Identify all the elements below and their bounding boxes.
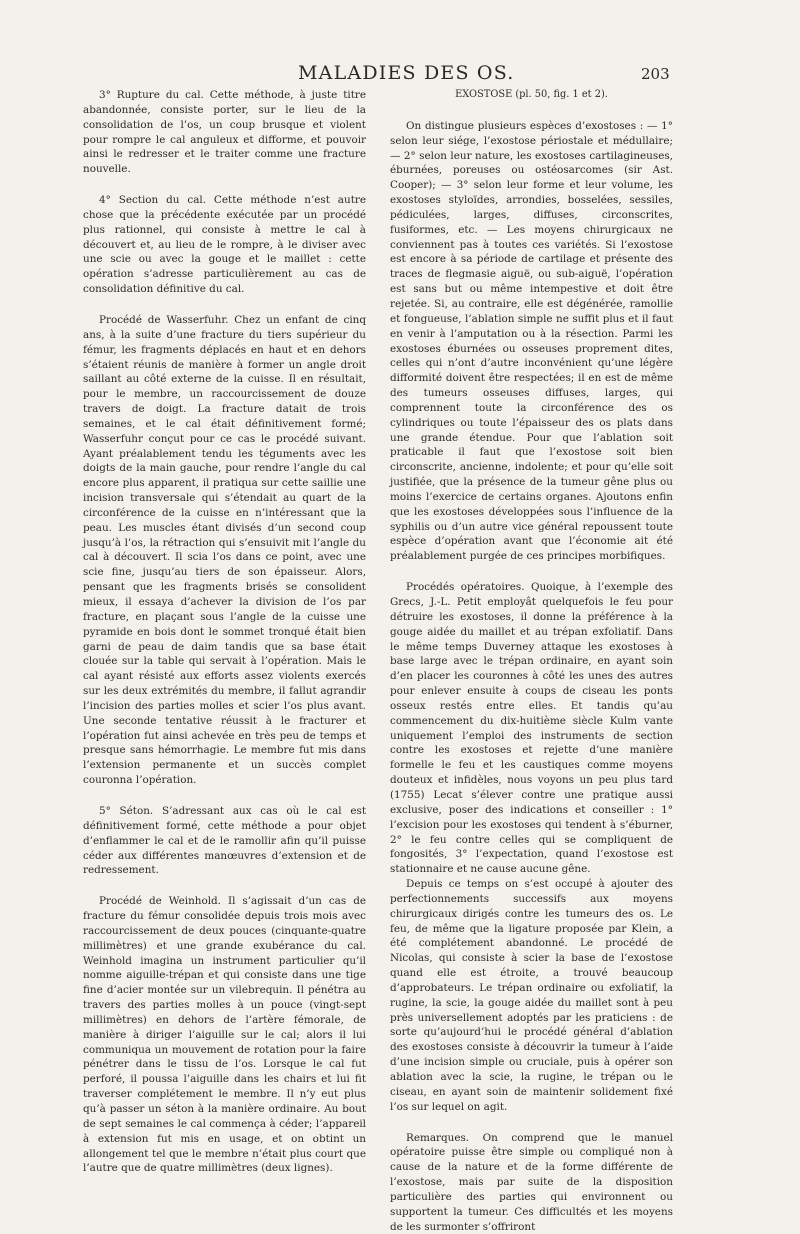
left-column [83, 88, 366, 1176]
paragraph-perfectionnements: Depuis ce temps on s’est occupé à ajouter des perfectionnements successifs aux moyens chirurgicaux dirigés contre les tumeurs des os. Le feu, de même que la ligature proposée par Klein, a été complétement abandonné. Le procédé de Nicolas, qui consiste à scier la base de l’exostose quand elle est étroite, a trouvé beaucoup d’approbateurs. Le trépan ordinaire ou exfoliatif, la rugine, la scie, la gouge aidée du maillet sont à peu près universellement adoptés par les praticiens : de sorte qu’aujourd’hui le procédé général d’ablation des exostoses consiste à découvrir la tumeur à l’aide d’une incision simple ou cruciale, puis à opérer son ablation avec la scie, la rugine, le trépan ou le ciseau, en ayant soin de maintenir solidement fixé l’os sur lequel on agit. [390, 878, 673, 1113]
right-column [390, 88, 673, 1234]
paragraph-remarques: Remarques. On comprend que le manuel opératoire puisse être simple ou compliqué non à cause de la nature et de la forme différente de l’exostose, mais par suite de la disposition particulière des parties qui environnent ou supportent la tumeur. Ces difficultés et les moyens de les surmonter s’offriront [390, 1131, 673, 1233]
paragraph-procedes-operatoires: Procédés opératoires. Quoique, à l’exemple des Grecs, J.-L. Petit employât quelquefois le feu pour détruire les exostoses, il donne la préférence à la gouge aidée du maillet et au trépan exfoliatif. Dans le même temps Duverney attaque les exostoses à base large avec le trépan ordinaire, en ayant soin d’en placer les couronnes à côté les unes des autres pour enlever ensuite à coups de ciseau les ponts osseux restés entre elles. Et tandis qu’au commencement du dix-huitième siècle Kulm vante uniquement l’emploi des instruments de section contre les exostoses et rejette d’une manière formelle le feu et les caustiques comme moyens douteux et infidèles, nous voyons un peu plus tard (1755) Lecat s’élever contre une pratique aussi exclusive, poser des indications et conseiller : 1° l’excision pour les exostoses qui tendent à s’éburner, 2° le feu contre celles qui se compliquent de fongosités, 3° l’expectation, quand l’exostose est stationnaire et ne cause aucune gêne. [390, 581, 673, 876]
section-heading-exostose: EXOSTOSE (pl. 50, fig. 1 et 2). [455, 89, 608, 100]
paragraph-especes-exostoses: On distingue plusieurs espèces d’exostoses : — 1° selon leur siége, l’exostose périostale et médullaire; — 2° selon leur nature, les exostoses cartilagineuses, éburnées, poreuses ou ostéosarcomes (sir Ast. Cooper); — 3° selon leur forme et leur volume, les exostoses styloïdes, arrondies, bosselées, sessiles, pédiculées, larges, diffuses, circonscrites, fusiformes, etc. — Les moyens chirurgicaux ne conviennent pas à toutes ces variétés. Si l’exostose est encore à sa période de cartilage et présente des traces de flegmasie aiguë, ou sub-aiguë, l’opération est sans but ou même intempestive et doit être rejetée. Si, au contraire, elle est dégénérée, ramollie et fongueuse, l’ablation simple ne suffit plus et il faut en venir à l’amputation ou à la résection. Parmi les exostoses éburnées ou osseuses proprement dites, celles qui n’ont d’autre inconvénient qu’une légère difformité doivent être respectées; il en est de même des tumeurs osseuses diffuses, larges, qui comprennent toute la circonférence des os cylindriques ou toute l’épaisseur des os plats dans une grande étendue. Pour que l’ablation soit praticable il faut que l’exostose soit bien circonscrite, ancienne, indolente; et pour qu’elle soit justifiée, que la présence de la tumeur gêne plus ou moins l’exercice de certains organes. Ajoutons enfin que les exostoses développées sous l’influence de la syphilis ou d’un autre vice général repoussent toute espèce d’opération avant que l’économie ait été préalablement purgée de ces principes morbifiques. [390, 119, 673, 563]
page-header [0, 62, 800, 84]
paragraph-section-du-cal: 4° Section du cal. Cette méthode n’est autre chose que la précédente exécutée par un procédé plus rationnel, qui consiste à mettre le cal à découvert et, au lieu de le rompre, à le diviser avec une scie ou avec la gouge et le maillet : cette opération s’adresse particulièrement au cas de consolidation définitive du cal. [83, 194, 366, 296]
paragraph-procede-wasserfuhr: Procédé de Wasserfuhr. Chez un enfant de cinq ans, à la suite d’une fracture du tiers supérieur du fémur, les fragments déplacés en haut et en dehors s’étaient réunis de manière à former un angle droit saillant au côté externe de la cuisse. Il en résultait, pour le membre, un raccourcissement de douze travers de doigt. La fracture datait de trois semaines, et le cal était définitivement formé; Wasserfuhr conçut pour ce cas le procédé suivant. Ayant préalablement tendu les téguments avec les doigts de la main gauche, pour rendre l’angle du cal encore plus apparent, il pratiqua sur cette saillie une incision transversale qui s’étendait au quart de la circonférence de la cuisse en n’intéressant que la peau. Les muscles étant divisés d’un second coup jusqu’à l’os, la rétraction qui s’ensuivit mit l’angle du cal à découvert. Il scia l’os dans ce point, avec une scie fine, jusqu’au tiers de son épaisseur. Alors, pensant que les fragments brisés se consolident mieux, il essaya d’achever la division de l’os par fracture, en plaçant sous l’angle de la cuisse une pyramide en bois dont le sommet tronqué était bien garni de peau de daim tandis que sa base était clouée sur la table qui servait à l’opération. Mais le cal ayant résisté aux efforts assez violents exercés sur les deux extrémités du membre, il fallut agrandir l’incision des parties molles et scier l’os plus avant. Une seconde tentative réussit à le fracturer et l’opération fut ainsi achevée en très peu de temps et presque sans hémorrhagie. Le membre fut mis dans l’extension permanente et un succès complet couronna l’opération. [83, 313, 366, 787]
paragraph-procede-weinhold: Procédé de Weinhold. Il s’agissait d’un cas de fracture du fémur consolidée depuis trois mois avec raccourcissement de deux pouces (cinquante-quatre millimètres) et une grande exubérance du cal. Weinhold imagina un instrument particulier qu’il nomme aiguille-trépan et qui consiste dans une tige fine d’acier montée sur un vilebrequin. Il pénétra au travers des parties molles à un pouce (vingt-sept millimètres) en dehors de l’artère fémorale, de manière à diriger l’aiguille sur le cal; alors il lui communiqua un mouvement de rotation pour la faire pénétrer dans le tissu de l’os. Lorsque le cal fut perforé, il poussa l’aiguille dans les chairs et lui fit traverser complétement le membre. Il n’y eut plus qu’à passer un séton à la manière ordinaire. Au bout de sept semaines le cal commença à céder; l’appareil à extension fut mis en usage, et on obtint un allongement tel que le membre n’était plus court que l’autre que de quatre millimètres (deux lignes). [83, 895, 366, 1175]
paragraph-seton: 5° Séton. S’adressant aux cas où le cal est définitivement formé, cette méthode a pour objet d’enflammer le cal et de le ramollir afin qu’il puisse céder aux différentes manœuvres d’extension et de redressement. [83, 804, 366, 877]
paragraph-rupture-du-cal: 3° Rupture du cal. Cette méthode, à juste titre abandonnée, consiste porter, sur le lieu de la consolidation de l’os, un coup brusque et violent pour rompre le cal anguleux et difforme, et pouvoir ainsi le redresser et le traiter comme une fracture nouvelle. [83, 89, 366, 176]
running-title: MALADIES DES OS. [298, 62, 515, 84]
page-number: 203 [641, 65, 670, 83]
